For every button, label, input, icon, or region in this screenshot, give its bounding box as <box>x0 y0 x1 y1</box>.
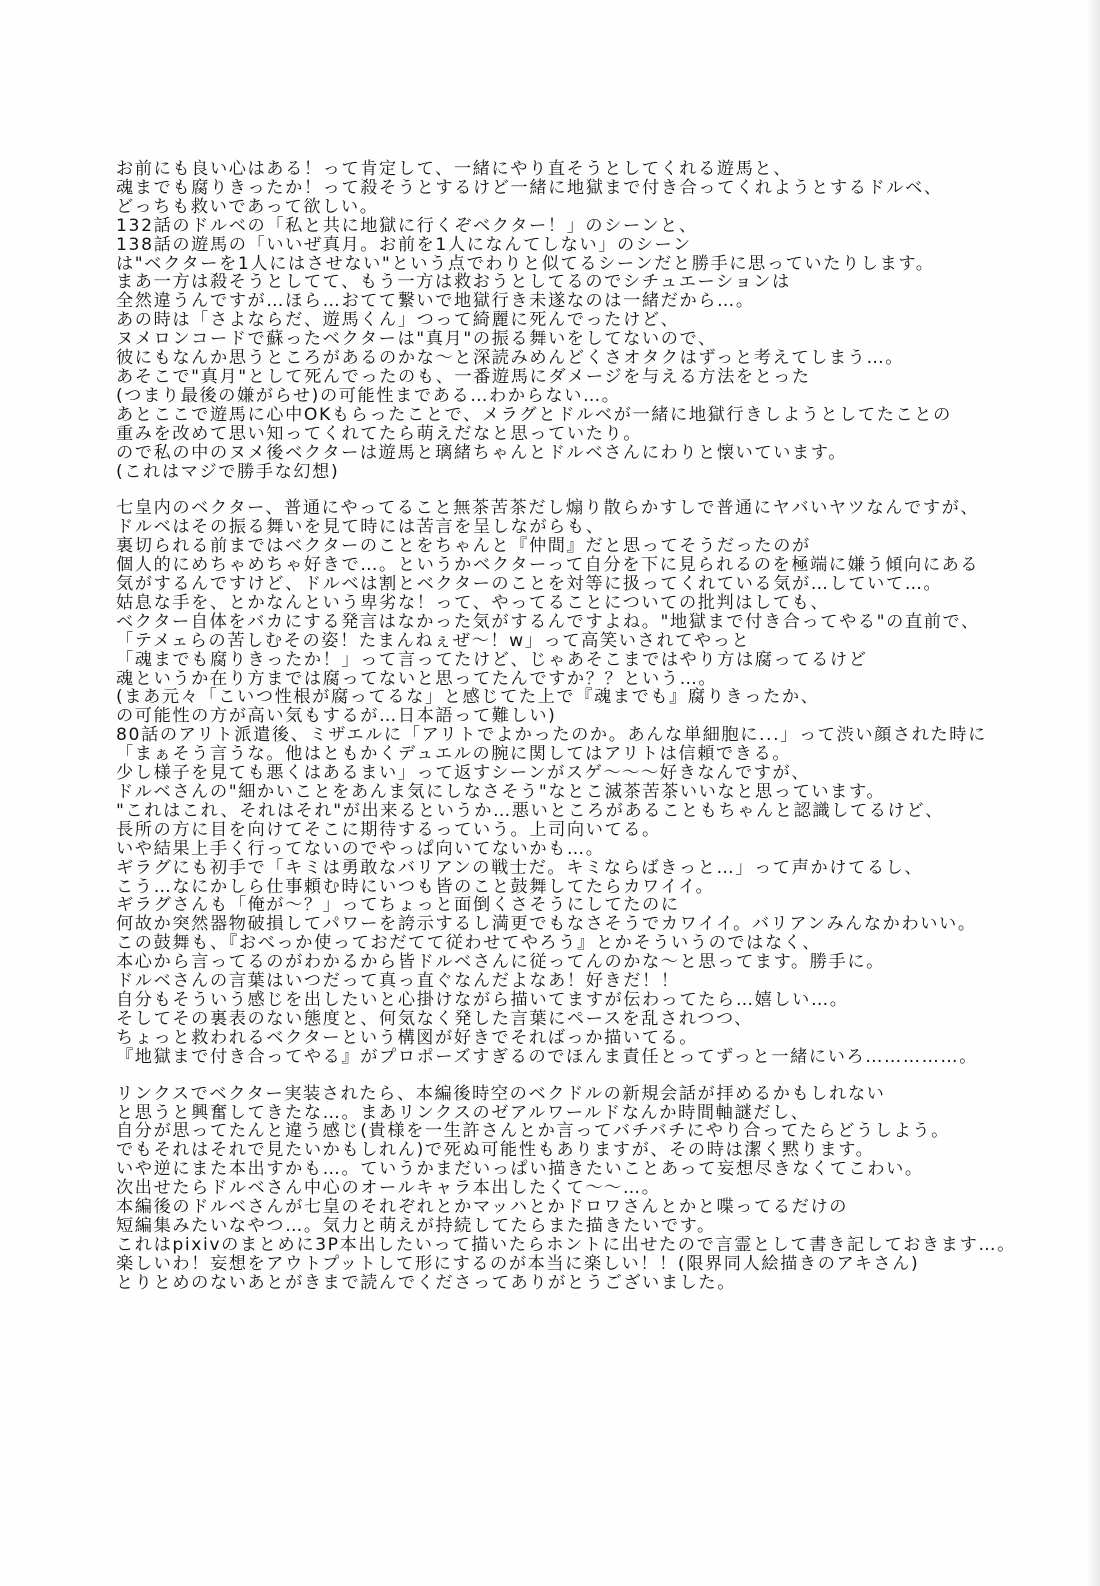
text-line: こう…なにかしら仕事頼む時にいつも皆のこと鼓舞してたらカワイイ。 <box>116 876 715 897</box>
afterword-text <box>116 160 1076 1311</box>
text-line: は"ベクターを1人にはさせない"という点でわりと似てるシーンだと勝手に思っていたりします。 <box>116 253 935 274</box>
text-line: 80話のアリト派遣後、ミザエルに「アリトでよかったのか。あんな単細胞に...」って渋い顔された時に <box>116 725 987 746</box>
paragraph <box>116 1085 1076 1293</box>
text-line: 『地獄まで付き合ってやる』がプロポーズすぎるのでほんま責任とってずっと一緒にいろ……………。 <box>116 1046 978 1067</box>
text-line: 「テメェらの苦しむその姿！たまんねぇぜ～！w」って高笑いされてやっと <box>116 630 751 651</box>
text-line: 「魂までも腐りきったか！」って言ってたけど、じゃあそこまではやり方は腐ってるけど <box>116 649 868 670</box>
text-line: ベクター自体をバカにする発言はなかった気がするんですよね。"地獄まで付き合ってやる"の直前で、 <box>116 611 980 632</box>
text-line: (つまり最後の嫌がらせ)の可能性まである…わからない…。 <box>116 385 621 406</box>
text-line: あそこで"真月"として死んでったのも、一番遊馬にダメージを与える方法をとった <box>116 366 811 387</box>
text-line: 138話の遊馬の「いいぜ真月。お前を1人になんてしない」のシーン <box>116 234 692 255</box>
text-line: これはpixivのまとめに3P本出したいって描いたらホントに出せたので言霊として書き記しておきます…。 <box>116 1234 1016 1255</box>
text-line: と思うと興奮してきたな…。まあリンクスのゼアルワールドなんか時間軸謎だし、 <box>116 1102 810 1123</box>
text-line: の可能性の方が高い気もするが…日本語って難しい) <box>116 706 557 727</box>
text-line: ドルベさんの"細かいことをあんま気にしなさそう"なとこ滅茶苦茶いいなと思っています。 <box>116 782 886 802</box>
text-line: 魂というか在り方までは腐ってないと思ってたんですか？？という…。 <box>116 668 718 689</box>
text-line: そしてその裏表のない態度と、何気なく発した言葉にペースを乱されつつ、 <box>116 1008 753 1029</box>
text-line: ヌメロンコードで蘇ったベクターは"真月"の振る舞いをしてないので、 <box>116 329 717 350</box>
text-line: リンクスでベクター実装されたら、本編後時空のベクドルの新規会話が拝めるかもしれない <box>116 1083 886 1104</box>
text-line: あとここで遊馬に心中OKもらったことで、メラグとドルベが一緒に地獄行きしようとしてたことの <box>116 404 952 425</box>
text-line: 132話のドルベの「私と共に地獄に行くぞベクター！」のシーンと、 <box>116 215 698 236</box>
text-line: でもそれはそれで見たいかもしれん)で死ぬ可能性もありますが、その時は潔く黙ります。 <box>116 1140 875 1161</box>
text-line: ギラグさんも「俺が～？」ってちょっと面倒くさそうにしてたのに <box>116 895 680 916</box>
page-edge-shadow <box>1086 0 1100 1586</box>
text-line: 長所の方に目を向けてそこに期待するっていう。上司向いてる。 <box>116 819 661 840</box>
text-line: とりとめのないあとがきまで読んでくださってありがとうございました。 <box>116 1272 736 1293</box>
text-line: 七皇内のベクター、普通にやってること無茶苦茶だし煽り散らかすしで普通にヤバいヤツなんですが、 <box>116 498 980 519</box>
text-line: いや結果上手く行ってないのでやっぱ向いてないかも…。 <box>116 838 605 859</box>
text-line: 楽しいわ！妄想をアウトプットして形にするのが本当に楽しい！！(限界同人絵描きのアキさん) <box>116 1253 920 1274</box>
text-line: 気がするんですけど、ドルベは割とベクターのことを対等に扱ってくれている気が…していて…。 <box>116 574 943 595</box>
text-line: ので私の中のヌメ後ベクターは遊馬と璃緒ちゃんとドルベさんにわりと懐いています。 <box>116 442 847 463</box>
text-line: 自分もそういう感じを出したいと心掛けながら描いてますが伝わってたら…嬉しい…。 <box>116 989 849 1010</box>
text-line: ドルベさんの言葉はいつだって真っ直ぐなんだよなあ！好きだ！！ <box>116 971 680 992</box>
text-line: (これはマジで勝手な幻想) <box>116 461 340 482</box>
text-line: ドルベはその振る舞いを見て時には苦言を呈しながらも、 <box>116 517 605 538</box>
text-line: どっちも救いであって欲しい。 <box>116 196 379 217</box>
text-line: 全然違うんですが…ほら…おてて繋いで地獄行き未遂なのは一緒だから…。 <box>116 291 755 312</box>
text-line: (まあ元々「こいつ性根が腐ってるな」と感じてた上で『魂までも』腐りきったか、 <box>116 687 820 708</box>
text-line: あの時は「さよならだ、遊馬くん」つって綺麗に死んでったけど、 <box>116 310 680 331</box>
text-line: 姑息な手を、とかなんという卑劣な！って、やってることについての批判はしても、 <box>116 592 830 613</box>
text-line: 自分が思ってたんと違う感じ(貴様を一生許さんとか言ってバチバチにやり合ってたらどうしよう。 <box>116 1121 950 1142</box>
text-line: "これはこれ、それはそれ"が出来るというか…悪いところがあることもちゃんと認識してるけど、 <box>116 800 944 821</box>
text-line: 裏切られる前まではベクターのことをちゃんと『仲間』だと思ってそうだったのが <box>116 536 811 557</box>
text-line: 何故か突然器物破損してパワーを誇示するし満更でもなさそうでカワイイ。バリアンみんなかわいい。 <box>116 914 977 935</box>
text-line: お前にも良い心はある！って肯定して、一緒にやり直そうとしてくれる遊馬と、 <box>116 159 793 179</box>
text-line: 本編後のドルベさんが七皇のそれぞれとかマッハとかドロワさんとかと喋ってるだけの <box>116 1197 849 1218</box>
text-line: 短編集みたいなやつ…。気力と萌えが持続してたらまた描きたいです。 <box>116 1215 716 1236</box>
text-line: ちょっと救われるベクターという構図が好きでそればっか描いてる。 <box>116 1027 699 1048</box>
text-line: まあ一方は殺そうとしてて、もう一方は救おうとしてるのでシチュエーションは <box>116 272 791 293</box>
text-line: 魂までも腐りきったか！って殺そうとするけど一緒に地獄まで付き合ってくれようとするドルベ、 <box>116 177 943 198</box>
text-line: 重みを改めて思い知ってくれてたら萌えだなと思っていたり。 <box>116 423 643 444</box>
text-line: この鼓舞も、『おべっか使っておだてて従わせてやろう』とかそういうのではなく、 <box>116 933 821 954</box>
text-line: ギラグにも初手で「キミは勇敢なバリアンの戦士だ。キミならばきっと…」って声かけてるし、 <box>116 857 924 878</box>
paragraph <box>116 499 1076 1066</box>
text-line: いや逆にまた本出すかも…。ていうかまだいっぱい描きたいことあって妄想尽きなくてこわい。 <box>116 1159 924 1180</box>
text-line: 少し様子を見ても悪くはあるまい」って返すシーンがスゲ～～～好きなんですが、 <box>116 763 811 784</box>
paragraph <box>116 160 1076 481</box>
text-line: 次出せたらドルベさん中心のオールキャラ本出したくて～～…。 <box>116 1178 661 1199</box>
text-line: 「まぁそう言うな。他はともかくデュエルの腕に関してはアリトは信頼できる。 <box>116 744 792 765</box>
text-line: 本心から言ってるのがわかるから皆ドルベさんに従ってんのかな～と思ってます。勝手に。 <box>116 952 885 973</box>
text-line: 個人的にめちゃめちゃ好きで…。というかベクターって自分を下に見られるのを極端に嫌う傾向にある <box>116 555 980 576</box>
text-line: 彼にもなんか思うところがあるのかな～と深読みめんどくさオタクはずっと考えてしまう…。 <box>116 348 905 369</box>
